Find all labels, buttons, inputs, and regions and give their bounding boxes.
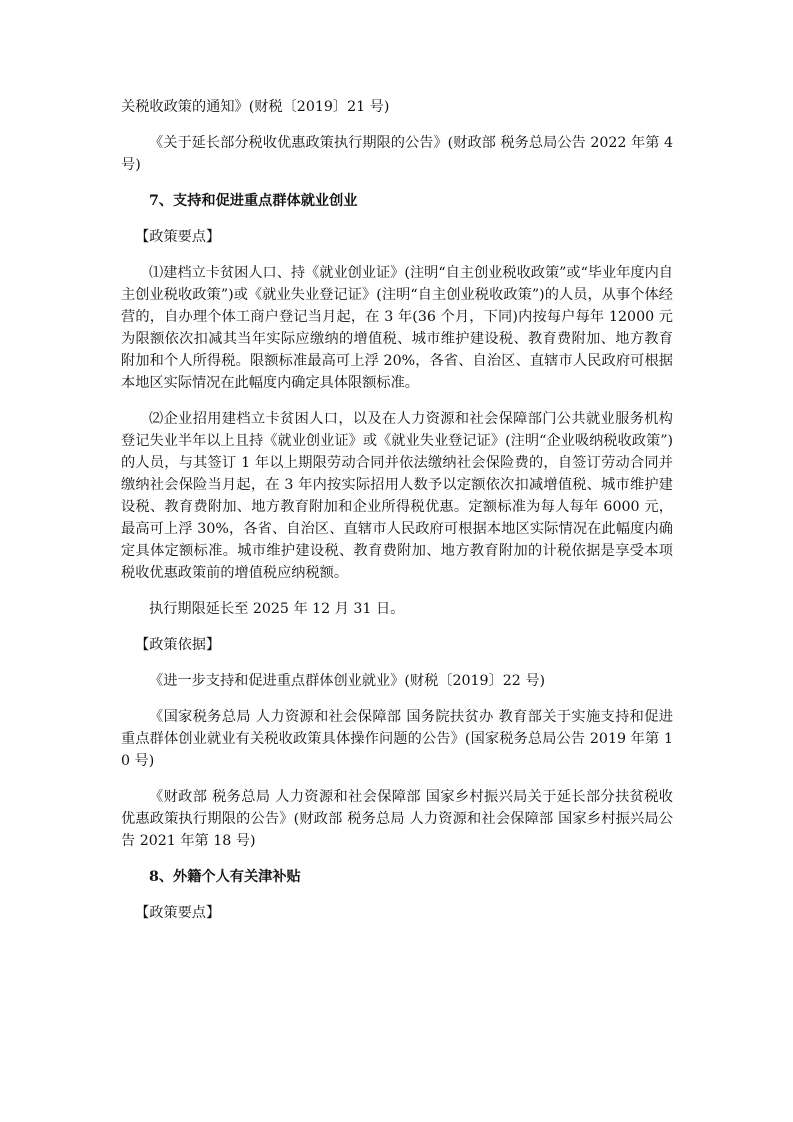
paragraph-reference-2022-4: 《关于延长部分税收优惠政策执行期限的公告》(财政部 税务总局公告 2022 年第 4 号)	[121, 135, 673, 173]
policy-basis-label: 【政策依据】	[135, 637, 221, 653]
paragraph-basis-3: 《财政部 税务总局 人力资源和社会保障部 国家乡村振兴局关于延长部分扶贫税收优惠政策执行期限的公告》(财政部 税务总局 人力资源和社会保障部 国家乡村振兴局公告 2021 年第 18 号)	[121, 789, 673, 849]
policy-points-label-2: 【政策要点】	[135, 905, 221, 921]
section-heading-8: 8、外籍个人有关津补贴	[149, 869, 301, 885]
paragraph-deadline: 执行期限延长至 2025 年 12 月 31 日。	[149, 601, 405, 617]
paragraph-basis-2: 《国家税务总局 人力资源和社会保障部 国务院扶贫办 教育部关于实施支持和促进重点群体创业就业有关税收政策具体操作问题的公告》(国家税务总局公告 2019 年第 10 号)	[121, 709, 673, 769]
section-heading-7: 7、支持和促进重点群体就业创业	[149, 193, 358, 209]
document-page	[121, 96, 673, 938]
paragraph-basis-1: 《进一步支持和促进重点群体创业就业》(财税〔2019〕22 号)	[149, 673, 546, 689]
paragraph-point-1: ⑴建档立卡贫困人口、持《就业创业证》(注明“自主创业税收政策”或“毕业年度内自主创业税收政策”)或《就业失业登记证》(注明“自主创业税收政策”)的人员，从事个体经营的，自办理个体工商户登记当月起，在 3 年(36 个月，下同)内按每户每年 12000 元为限额依次扣减其当年实际应缴纳的增值税、城市维护建设税、教育费附加、地方教育附加和个人所得税。限额标准最高可上浮 20%，各省、自治区、直辖市人民政府可根据本地区实际情况在此幅度内确定具体限额标准。	[121, 265, 673, 391]
paragraph-continuation: 关税收政策的通知》(财税〔2019〕21 号)	[121, 99, 390, 115]
policy-points-label: 【政策要点】	[135, 229, 221, 245]
paragraph-point-2: ⑵企业招用建档立卡贫困人口，以及在人力资源和社会保障部门公共就业服务机构登记失业半年以上且持《就业创业证》或《就业失业登记证》(注明“企业吸纳税收政策”)的人员，与其签订 1 年以上期限劳动合同并依法缴纳社会保险费的，自签订劳动合同并缴纳社会保险当月起，在 3 年内按实际招用人数予以定额依次扣减增值税、城市维护建设税、教育费附加、地方教育附加和企业所得税优惠。定额标准为每人每年 6000 元，最高可上浮 30%，各省、自治区、直辖市人民政府可根据本地区实际情况在此幅度内确定具体定额标准。城市维护建设税、教育费附加、地方教育附加的计税依据是享受本项税收优惠政策前的增值税应纳税额。	[121, 411, 673, 581]
